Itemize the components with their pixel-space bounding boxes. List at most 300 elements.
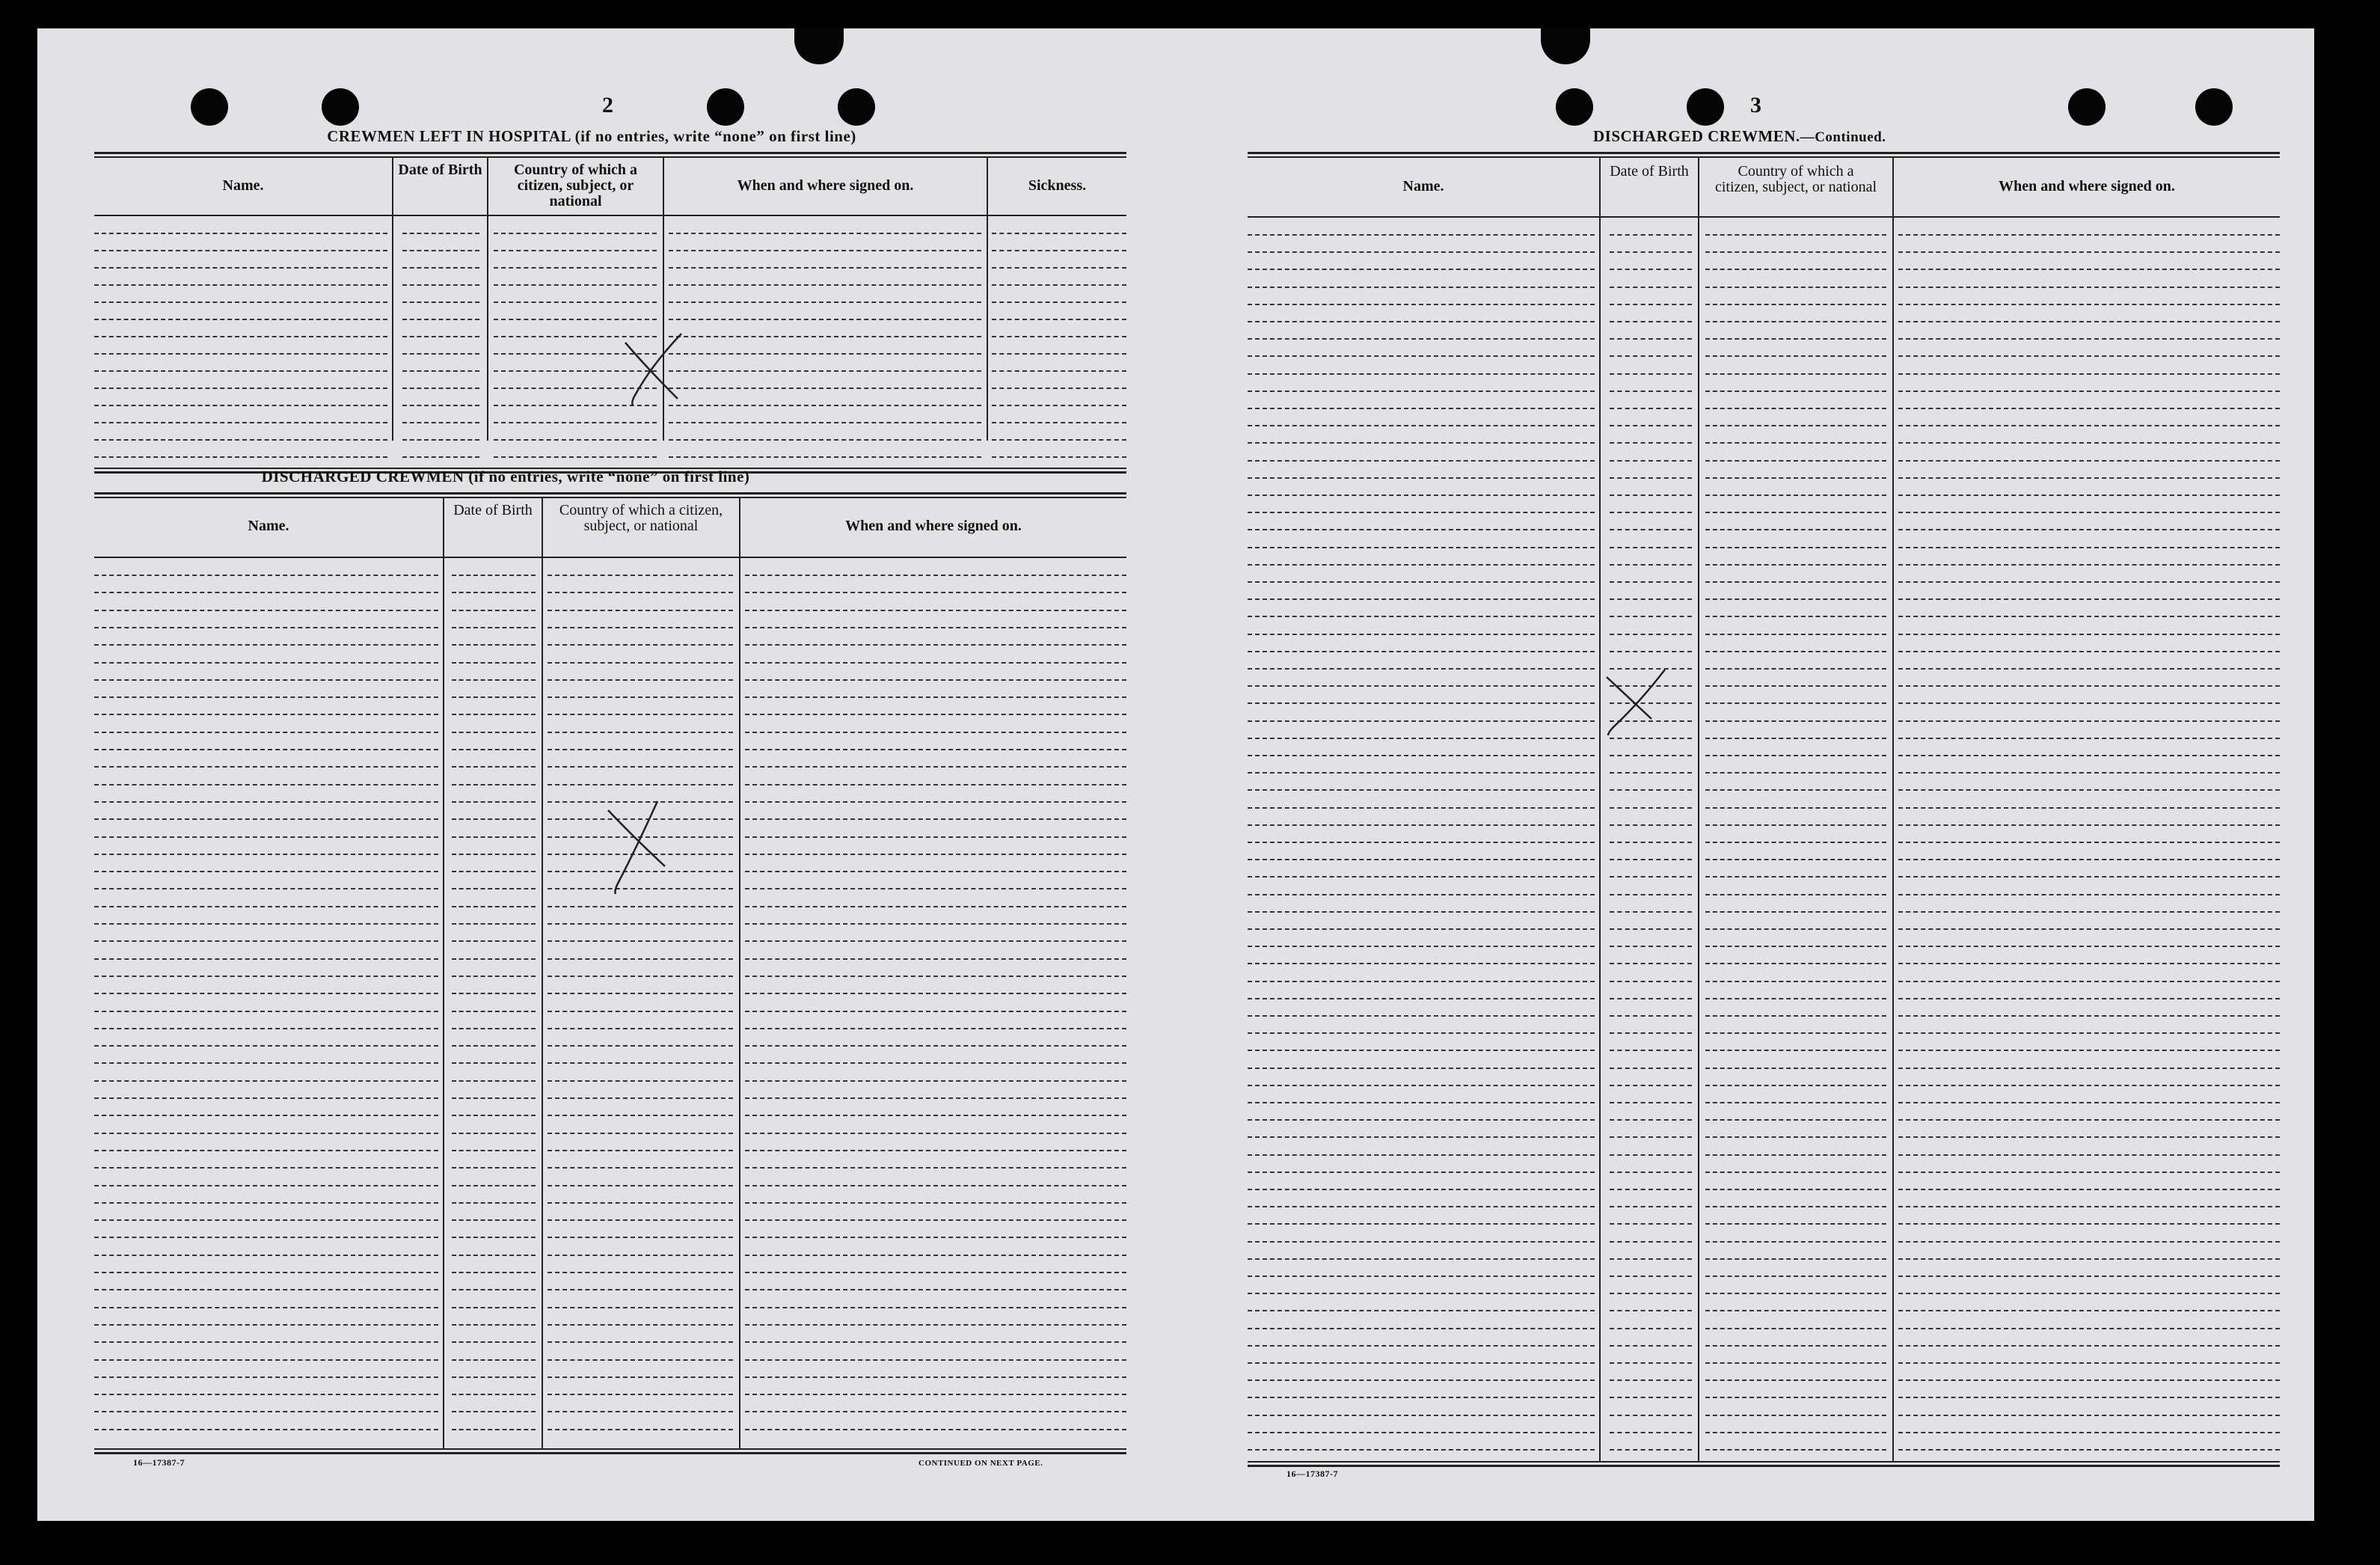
ruled-line <box>1705 1449 1886 1451</box>
ruled-line <box>452 1289 536 1290</box>
ruled-line <box>452 679 536 681</box>
ruled-line <box>94 923 438 925</box>
column-header: When and where signed on. <box>737 177 914 194</box>
ruled-line <box>745 1185 1126 1186</box>
ruled-line <box>1248 720 1595 722</box>
ruled-line <box>745 1045 1126 1047</box>
ruled-line <box>1248 1241 1595 1243</box>
ruled-line <box>1898 287 2280 288</box>
ruled-line <box>1610 1345 1692 1347</box>
ruled-line <box>1610 1293 1692 1294</box>
ruled-line <box>745 801 1126 803</box>
ruled-line <box>452 1080 536 1082</box>
ruled-line <box>94 250 387 251</box>
ruled-line <box>548 714 733 715</box>
ruled-line <box>94 1045 438 1047</box>
ruled-line <box>1248 564 1595 566</box>
ruled-line <box>1898 685 2280 687</box>
ruled-line <box>1898 1362 2280 1364</box>
ruled-line <box>669 301 981 303</box>
ruled-line <box>1610 1172 1692 1173</box>
ruled-line <box>94 958 438 960</box>
ruled-line <box>452 627 536 628</box>
ruled-line <box>1248 1050 1595 1051</box>
ruled-line <box>452 923 536 925</box>
section-title-text: DISCHARGED CREWMEN. <box>1593 127 1800 145</box>
ruled-line <box>1248 876 1595 878</box>
ruled-line <box>1705 547 1886 548</box>
ruled-line <box>452 1150 536 1151</box>
ruled-line <box>548 575 733 576</box>
ruled-line <box>1610 581 1692 583</box>
ruled-line <box>452 732 536 733</box>
ruled-line <box>94 732 438 733</box>
ruled-line <box>1898 494 2280 496</box>
ruled-line <box>94 1028 438 1029</box>
ruled-line <box>452 1359 536 1361</box>
ruled-line <box>745 854 1126 855</box>
ruled-line <box>94 1097 438 1099</box>
ruled-line <box>745 1011 1126 1012</box>
ruled-line <box>402 422 479 423</box>
ruled-line <box>1610 772 1692 774</box>
ruled-line <box>1898 391 2280 392</box>
ruled-line <box>452 749 536 750</box>
ruled-line <box>1705 1397 1886 1398</box>
ruled-line <box>1705 1362 1886 1364</box>
punch-hole <box>1687 88 1724 126</box>
ruled-line <box>1248 702 1595 704</box>
ruled-line <box>1705 685 1886 687</box>
ruled-line <box>1705 287 1886 288</box>
ruled-line <box>1705 442 1886 444</box>
ruled-line <box>548 906 733 907</box>
section-title-note: (if no entries, write “none” on first line) <box>468 468 750 486</box>
ruled-line <box>94 1324 438 1326</box>
x-mark <box>618 328 708 410</box>
ruled-line <box>1705 824 1886 826</box>
ruled-line <box>1898 1379 2280 1381</box>
ruled-line <box>1610 789 1692 791</box>
ruled-line <box>1248 1310 1595 1311</box>
column-header: Name. <box>248 518 289 534</box>
ruled-line <box>1610 1206 1692 1207</box>
ruled-line <box>1610 1085 1692 1086</box>
ruled-line <box>1610 946 1692 947</box>
ruled-line <box>548 592 733 593</box>
ruled-line <box>1610 460 1692 462</box>
ruled-line <box>494 422 657 423</box>
section-title-text: DISCHARGED CREWMEN <box>261 468 464 486</box>
ruled-line <box>94 301 387 303</box>
ruled-line <box>94 1150 438 1151</box>
ruled-line <box>1705 842 1886 843</box>
ruled-line <box>1610 1119 1692 1121</box>
ruled-line <box>1610 1415 1692 1416</box>
ruled-line <box>745 1324 1126 1326</box>
ruled-line <box>1705 1432 1886 1433</box>
ruled-line <box>1898 581 2280 583</box>
ruled-line <box>548 784 733 785</box>
ruled-line <box>1248 1258 1595 1260</box>
ruled-line <box>1705 269 1886 270</box>
ruled-line <box>1898 1310 2280 1311</box>
punch-notch <box>1541 28 1590 64</box>
ruled-line <box>1248 616 1595 617</box>
ruled-line <box>548 923 733 925</box>
column-header: Country of which a citizen, subject, or national <box>559 502 723 534</box>
ruled-line <box>548 1062 733 1064</box>
ruled-line <box>1248 842 1595 843</box>
ruled-line <box>1898 1223 2280 1225</box>
ruled-line <box>494 233 657 234</box>
ruled-line <box>669 284 981 286</box>
ruled-line <box>1610 1362 1692 1364</box>
ruled-line <box>992 370 1126 372</box>
ruled-line <box>1898 738 2280 739</box>
ruled-line <box>745 818 1126 820</box>
ruled-line <box>94 749 438 750</box>
ruled-line <box>1610 1397 1692 1398</box>
ruled-line <box>1898 338 2280 340</box>
ruled-line <box>1610 321 1692 322</box>
ruled-line <box>94 1272 438 1273</box>
ruled-line <box>494 284 657 286</box>
column-header: Name. <box>222 177 264 194</box>
ruled-line <box>1610 651 1692 652</box>
ruled-line <box>1610 598 1692 600</box>
ruled-line <box>1610 1154 1692 1156</box>
ruled-line <box>745 1394 1126 1395</box>
ruled-line <box>94 1237 438 1238</box>
ruled-line <box>94 456 387 458</box>
ruled-line <box>1610 512 1692 513</box>
ruled-line <box>94 1011 438 1012</box>
ruled-line <box>1248 304 1595 305</box>
ruled-line <box>452 854 536 855</box>
ruled-line <box>452 592 536 593</box>
column-header: Country of which a citizen, subject, or national <box>1714 163 1877 195</box>
ruled-line <box>548 766 733 768</box>
ruled-line <box>1898 842 2280 843</box>
ruled-line <box>1898 1015 2280 1017</box>
ruled-line <box>1705 789 1886 791</box>
ruled-line <box>1248 859 1595 860</box>
ruled-line <box>548 1324 733 1326</box>
ruled-line <box>745 1289 1126 1290</box>
ruled-line <box>1610 634 1692 635</box>
ruled-line <box>94 1376 438 1378</box>
ruled-line <box>1705 391 1886 392</box>
ruled-line <box>94 1219 438 1221</box>
ruled-line <box>1705 1050 1886 1051</box>
ruled-line <box>548 1150 733 1151</box>
ruled-line <box>1610 755 1692 756</box>
ruled-line <box>1248 824 1595 826</box>
ruled-line <box>548 993 733 994</box>
ruled-line <box>94 1289 438 1290</box>
ruled-line <box>1248 946 1595 947</box>
ruled-line <box>1898 425 2280 426</box>
ruled-line <box>1248 1119 1595 1121</box>
ruled-line <box>1705 1015 1886 1017</box>
ruled-line <box>1898 1189 2280 1190</box>
ruled-line <box>1898 1206 2280 1207</box>
column-header: Date of Birth <box>398 162 482 178</box>
ruled-line <box>1610 1432 1692 1433</box>
ruled-line <box>1898 234 2280 236</box>
ruled-line <box>1248 269 1595 270</box>
ruled-line <box>452 1045 536 1047</box>
ruled-line <box>402 284 479 286</box>
ruled-line <box>1248 355 1595 357</box>
ruled-line <box>1248 789 1595 791</box>
ruled-line <box>548 1307 733 1308</box>
ruled-line <box>1898 928 2280 930</box>
ruled-line <box>1898 894 2280 895</box>
ruled-line <box>548 1255 733 1256</box>
ruled-line <box>1705 1379 1886 1381</box>
ruled-line <box>1898 408 2280 409</box>
ruled-line <box>1705 355 1886 357</box>
ruled-line <box>452 1324 536 1326</box>
ruled-line <box>1898 963 2280 964</box>
ruled-line <box>494 319 657 320</box>
ruled-line <box>669 267 981 269</box>
ruled-line <box>1705 1032 1886 1034</box>
ruled-line <box>992 456 1126 458</box>
ruled-line <box>1898 668 2280 670</box>
ruled-line <box>1248 1154 1595 1156</box>
ruled-line <box>745 1359 1126 1361</box>
ruled-line <box>1705 512 1886 513</box>
ruled-line <box>1248 477 1595 479</box>
ruled-line <box>745 871 1126 872</box>
ruled-line <box>452 818 536 820</box>
ruled-line <box>1705 998 1886 999</box>
ruled-line <box>1898 651 2280 652</box>
ruled-line <box>1898 373 2280 375</box>
ruled-line <box>1705 634 1886 635</box>
ruled-line <box>745 1150 1126 1151</box>
ruled-line <box>745 1237 1126 1238</box>
ruled-line <box>669 319 981 320</box>
ruled-line <box>745 1307 1126 1308</box>
ruled-line <box>548 696 733 698</box>
ruled-line <box>94 388 387 389</box>
x-mark <box>1599 661 1674 743</box>
ruled-line <box>452 1115 536 1116</box>
ruled-line <box>1705 911 1886 913</box>
ruled-line <box>1898 998 2280 999</box>
ruled-line <box>548 749 733 750</box>
ruled-line <box>745 836 1126 838</box>
ruled-line <box>1705 755 1886 756</box>
ruled-line <box>1705 946 1886 947</box>
ruled-line <box>1898 1328 2280 1329</box>
ruled-line <box>1248 598 1595 600</box>
ruled-line <box>1898 269 2280 270</box>
ruled-line <box>94 439 387 441</box>
ruled-line <box>1705 581 1886 583</box>
ruled-line <box>494 267 657 269</box>
ruled-line <box>745 627 1126 628</box>
ruled-line <box>94 1080 438 1082</box>
ruled-line <box>1610 1223 1692 1225</box>
ruled-line <box>1248 581 1595 583</box>
ruled-line <box>1898 598 2280 600</box>
ruled-line <box>1705 876 1886 878</box>
ruled-line <box>745 888 1126 889</box>
ruled-line <box>452 871 536 872</box>
ruled-line <box>992 267 1126 269</box>
ruled-line <box>94 976 438 977</box>
ruled-line <box>494 301 657 303</box>
ruled-line <box>548 958 733 960</box>
ruled-line <box>1705 1258 1886 1260</box>
ruled-line <box>1248 894 1595 895</box>
ruled-line <box>745 644 1126 646</box>
ruled-line <box>402 301 479 303</box>
document-sheet <box>37 28 2314 1521</box>
ruled-line <box>548 1028 733 1029</box>
ruled-line <box>1705 564 1886 566</box>
ruled-line <box>1705 1345 1886 1347</box>
ruled-line <box>452 1411 536 1412</box>
ruled-line <box>1898 946 2280 947</box>
ruled-line <box>452 958 536 960</box>
ruled-line <box>94 610 438 611</box>
ruled-line <box>745 714 1126 715</box>
ruled-line <box>1610 1068 1692 1069</box>
ruled-line <box>1610 373 1692 375</box>
ruled-line <box>745 1341 1126 1343</box>
ruled-line <box>1705 1189 1886 1190</box>
ruled-line <box>1610 963 1692 964</box>
ruled-line <box>1610 1379 1692 1381</box>
ruled-line <box>94 888 438 889</box>
ruled-line <box>1705 1136 1886 1138</box>
ruled-line <box>669 370 981 372</box>
ruled-line <box>1898 1449 2280 1451</box>
ruled-line <box>402 267 479 269</box>
ruled-line <box>1610 911 1692 913</box>
ruled-line <box>745 976 1126 977</box>
ruled-line <box>992 422 1126 423</box>
ruled-line <box>745 732 1126 733</box>
ruled-line <box>1705 738 1886 739</box>
ruled-line <box>1610 842 1692 843</box>
punch-hole <box>2195 88 2233 126</box>
ruled-line <box>1610 529 1692 530</box>
ruled-line <box>1705 598 1886 600</box>
punch-hole <box>2068 88 2105 126</box>
ruled-line <box>1248 512 1595 513</box>
ruled-line <box>452 766 536 768</box>
ruled-line <box>94 1394 438 1395</box>
punch-hole <box>322 88 359 126</box>
ruled-line <box>1705 1154 1886 1156</box>
ruled-line <box>1705 807 1886 809</box>
x-mark <box>599 795 681 900</box>
ruled-line <box>1898 772 2280 774</box>
ruled-line <box>1705 408 1886 409</box>
ruled-line <box>745 1133 1126 1134</box>
ruled-line <box>548 1011 733 1012</box>
ruled-line <box>1610 998 1692 999</box>
ruled-line <box>669 250 981 251</box>
ruled-line <box>94 662 438 664</box>
ruled-line <box>94 854 438 855</box>
ruled-line <box>1248 425 1595 426</box>
ruled-line <box>1248 1345 1595 1347</box>
ruled-line <box>1610 234 1692 236</box>
ruled-line <box>1705 1068 1886 1069</box>
ruled-line <box>1248 547 1595 548</box>
ruled-line <box>1248 494 1595 496</box>
ruled-line <box>1248 738 1595 739</box>
ruled-line <box>452 1011 536 1012</box>
ruled-line <box>94 267 387 269</box>
ruled-line <box>1610 1189 1692 1190</box>
ruled-line <box>94 1255 438 1256</box>
ruled-line <box>1248 1032 1595 1034</box>
ruled-line <box>548 1376 733 1378</box>
ruled-line <box>1898 1154 2280 1156</box>
ruled-line <box>1248 634 1595 635</box>
ruled-line <box>452 662 536 664</box>
ruled-line <box>1610 547 1692 548</box>
ruled-line <box>94 871 438 872</box>
ruled-line <box>452 696 536 698</box>
ruled-line <box>1610 287 1692 288</box>
ruled-line <box>745 784 1126 785</box>
ruled-line <box>1705 1275 1886 1277</box>
ruled-line <box>548 662 733 664</box>
column-header: Name. <box>1402 178 1444 195</box>
ruled-line <box>1898 1345 2280 1347</box>
ruled-line <box>548 644 733 646</box>
ruled-line <box>548 1080 733 1082</box>
ruled-line <box>1248 807 1595 809</box>
ruled-line <box>1610 1275 1692 1277</box>
ruled-line <box>1705 651 1886 652</box>
ruled-line <box>548 1133 733 1134</box>
ruled-line <box>1705 425 1886 426</box>
ruled-line <box>1705 494 1886 496</box>
ruled-line <box>452 1219 536 1221</box>
ruled-line <box>745 906 1126 907</box>
ruled-line <box>1705 894 1886 895</box>
ruled-line <box>94 1307 438 1308</box>
ruled-line <box>548 732 733 733</box>
ruled-line <box>1705 1172 1886 1173</box>
ruled-line <box>1898 824 2280 826</box>
column-header: When and where signed on. <box>845 518 1022 534</box>
ruled-line <box>1705 702 1886 704</box>
ruled-line <box>452 1255 536 1256</box>
ruled-line <box>669 456 981 458</box>
ruled-line <box>452 1376 536 1378</box>
ruled-line <box>1898 304 2280 305</box>
ruled-line <box>94 592 438 593</box>
ruled-line <box>992 405 1126 406</box>
ruled-line <box>94 801 438 803</box>
ruled-line <box>745 696 1126 698</box>
ruled-line <box>494 456 657 458</box>
ruled-line <box>1898 1397 2280 1398</box>
ruled-line <box>402 353 479 355</box>
